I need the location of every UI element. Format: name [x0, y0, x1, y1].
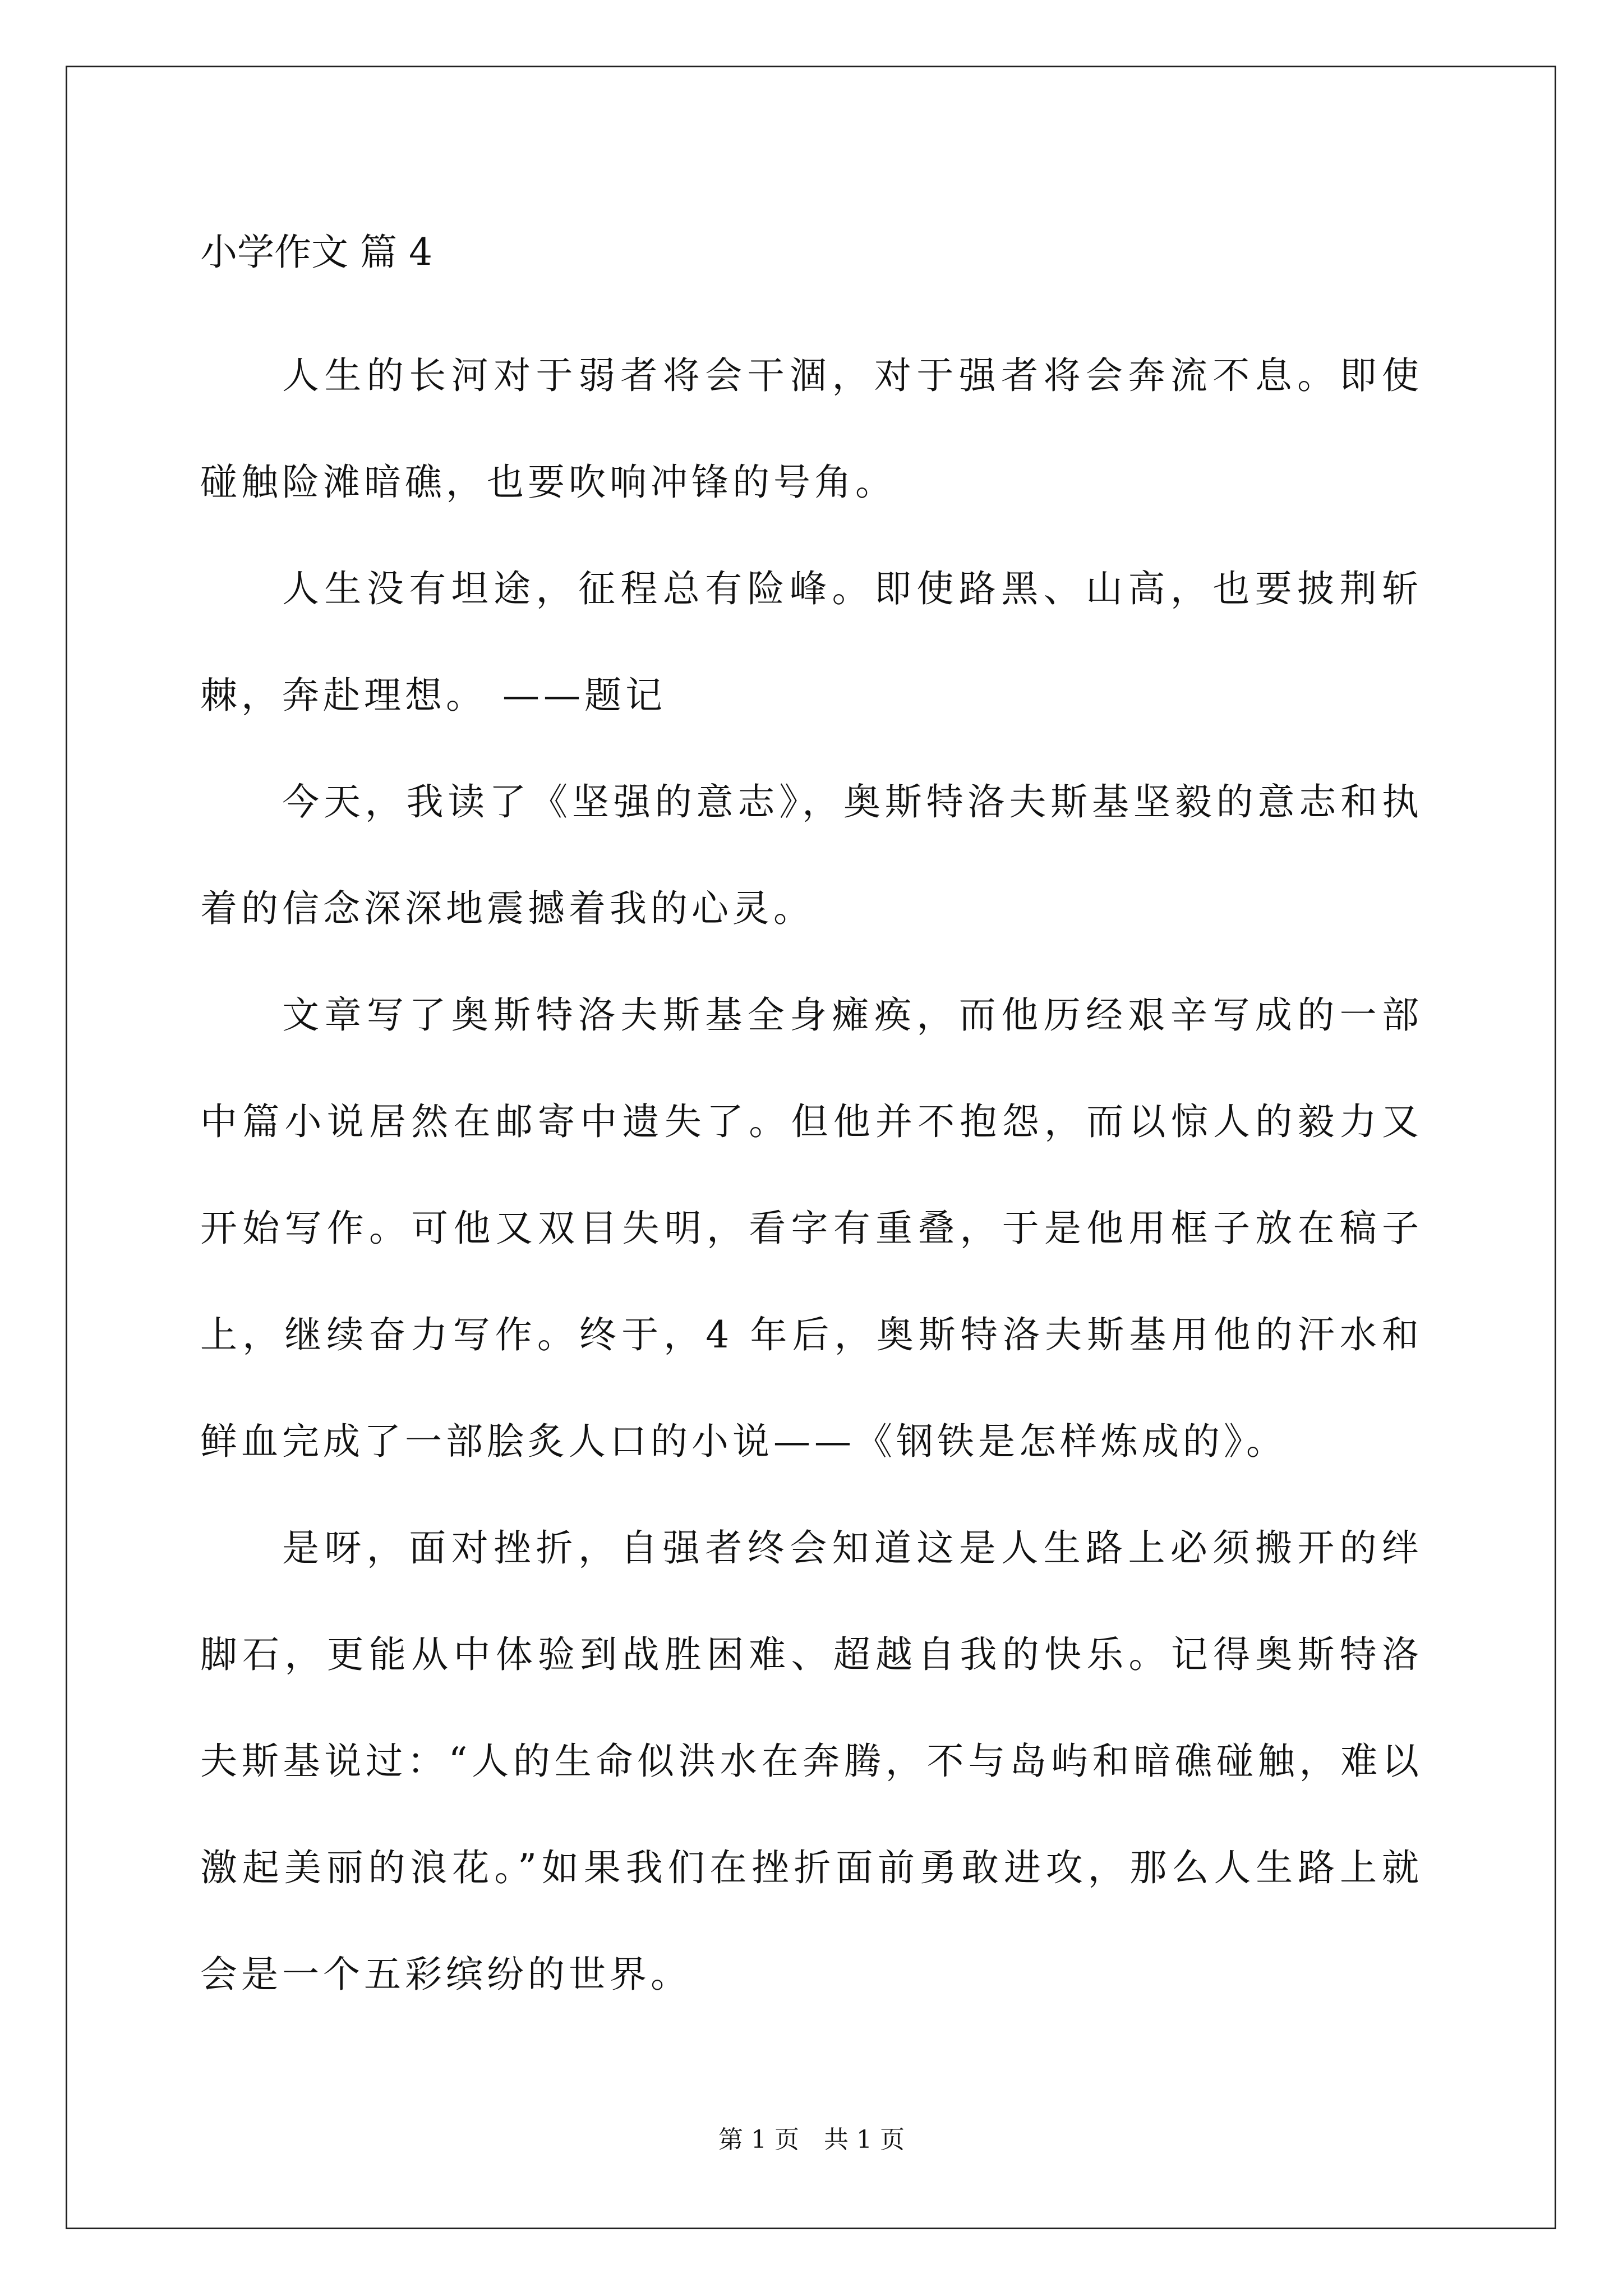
paragraph-2: 人生没有坦途，征程总有险峰。即使路黑、山高，也要披荆斩棘，奔赴理想。 ——题记: [200, 567, 1423, 717]
paragraph-3: 今天，我读了《坚强的意志》，奥斯特洛夫斯基坚毅的意志和执着的信念深深地震撼着我的心灵。: [200, 780, 1423, 930]
document-body: [200, 213, 1423, 2028]
document-title: 小学作文 篇 4: [200, 231, 432, 274]
paragraph-5: 是呀，面对挫折，自强者终会知道这是人生路上必须搬开的绊脚石，更能从中体验到战胜困难、超越自我的快乐。记得奥斯特洛夫斯基说过：“人的生命似洪水在奔腾，不与岛屿和暗礁碰触，难以激起美丽的浪花。”如果我们在挫折面前勇敢进攻，那么人生路上就会是一个五彩缤纷的世界。: [200, 1526, 1423, 1996]
page-footer: 第 1 页 共 1 页: [718, 2125, 905, 2154]
paragraph-1: 人生的长河对于弱者将会干涸，对于强者将会奔流不息。即使碰触险滩暗礁，也要吹响冲锋的号角。: [200, 354, 1423, 504]
paragraph-4: 文章写了奥斯特洛夫斯基全身瘫痪，而他历经艰辛写成的一部中篇小说居然在邮寄中遗失了。但他并不抱怨，而以惊人的毅力又开始写作。可他又双目失明，看字有重叠，于是他用框子放在稿子上，继续奋力写作。终于，4 年后，奥斯特洛夫斯基用他的汗水和鲜血完成了一部脍炙人口的小说——《钢铁是怎样炼成的》。: [200, 993, 1423, 1463]
